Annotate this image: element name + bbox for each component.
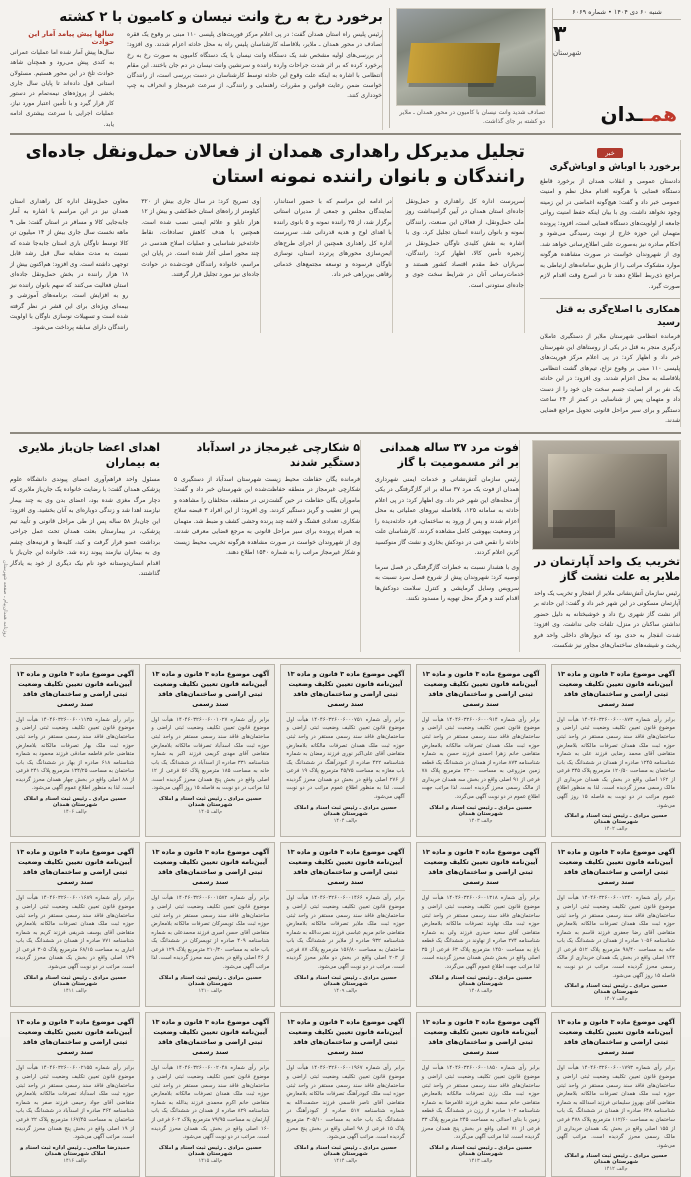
legal-notice-title: آگهی موضوع ماده ۳ قانون و ماده ۱۳ آیین‌نامه قانون تعیین تکلیف وضعیت ثبتی اراضی و ساختمان‌های فاقد سند رسمی — [151, 669, 269, 713]
legal-notices-row — [10, 664, 681, 838]
legal-notice-title: آگهی موضوع ماده ۳ قانون و ماده ۱۳ آیین‌نامه قانون تعیین تکلیف وضعیت ثبتی اراضی و ساختمان‌های فاقد سند رسمی — [422, 1017, 540, 1061]
legal-notice-title: آگهی موضوع ماده ۳ قانون و ماده ۱۳ آیین‌نامه قانون تعیین تکلیف وضعیت ثبتی اراضی و ساختمان‌های فاقد سند رسمی — [16, 847, 134, 891]
legal-notice — [10, 664, 140, 838]
legal-notice-signature: حسین مرادی ـ رئیس ثبت اسناد و املاک شهرستان همدان — [158, 974, 262, 987]
legal-notice — [280, 842, 410, 1007]
legal-notice-body: برابر رأی شماره ۱۴۰۴۶۰۳۲۶۰۰۶۰۰۱۰۲۷ هیأت اول موضوع قانون تعیین تکلیف وضعیت ثبتی اراضی و ساختمان‌های فاقد سند رسمی مستقر در واحد ثبتی حوزه ثبت ملک اسدآباد تصرفات مالکانه بلامعارض متقاضی آقای مهدی کریمی فرزند اکبر به شماره شناسنامه ۳۳۱ صادره از اسدآباد در ششدانگ یک باب خانه به مساحت ۱۸۵ مترمربع پلاک ۵۶ فرعی از ۱۲ اصلی واقع در بخش پنج همدان محرز گردیده است. لذا مراتب در دو نوبت به فاصله ۱۵ روز آگهی می‌شود. — [151, 716, 270, 792]
legal-notice-title: آگهی موضوع ماده ۳ قانون و ماده ۱۳ آیین‌نامه قانون تعیین تکلیف وضعیت ثبتی اراضی و ساختمان‌های فاقد سند رسمی — [286, 847, 404, 891]
legal-notice-signature: حمیدرضا صالحی ـ رئیس اداره ثبت اسناد و املاک شهرستان همدان — [20, 1144, 131, 1157]
organ-story-body: مسئول واحد فراهم‌آوری اعضای پیوندی دانشگاه علوم پزشکی همدان گفت: با رضایت خانواده یک جان‌باز ملایری که دچار مرگ مغزی شده بود، اعضای بدن وی به چند بیمار نیازمند اهدا شد و زندگی دوباره‌ای به آنان بخشید. وی افزود: این جان‌باز ۵۸ ساله پس از طی مراحل قانونی و تأیید تیم پزشکی، در بیمارستان بعثت همدان تحت عمل جراحی برداشت عضو قرار گرفت و کبد، کلیه‌ها و قرنیه‌های چشم وی به بیماران نیازمند پیوند زده شد. خانواده این جان‌باز با اقدام انسان‌دوستانه خود نام نیک دیگری از خود به یادگار گذاشتند. — [10, 475, 161, 578]
apartment-story-body: رئیس سازمان آتش‌نشانی ملایر از انفجار و تخریب یک واحد آپارتمان مسکونی در این شهر خبر داد و گفت: این حادثه بر اثر نشت گاز شهری رخ داد و خوشبختانه به دلیل حضور نداشتن ساکنان در منزل، تلفات جانی نداشت. وی افزود: شدت انفجار به حدی بود که دیوارهای داخلی واحد فرو ریخت و شیشه‌های ساختمان‌های مجاور نیز شکست. — [534, 589, 680, 650]
legal-notice-signature: حسین مرادی ـ رئیس ثبت اسناد و املاک شهرستان همدان — [429, 974, 533, 987]
legal-notice-code: م‌الف ۱۴۰۳ — [468, 817, 493, 824]
legal-notice-body: برابر رأی شماره ۱۴۰۴۶۰۳۲۶۰۰۶۰۰۱۶۸۹ هیأت اول موضوع قانون تعیین تکلیف وضعیت ثبتی اراضی و ساختمان‌های فاقد سند رسمی مستقر در واحد ثبتی حوزه ثبت ملک همدان تصرفات مالکانه بلامعارض متقاضی آقای یوسف شریفی فرزند کریم به شماره شناسنامه ۷۷۱ صادره از همدان در ششدانگ یک باب انباری به مساحت ۶۸/۱۵ مترمربع پلاک ۳۰۵ فرعی از ۱۳۹ اصلی واقع در بخش یک همدان محرز گردیده است. مراتب در دو نوبت آگهی می‌شود. — [15, 895, 135, 971]
masthead-divider — [10, 133, 681, 135]
legal-notice-code: م‌الف ۱۴۰۲ — [604, 826, 628, 833]
legal-notice-signature: حسین مرادی ـ رئیس ثبت اسناد و املاک شهرستان همدان — [293, 804, 397, 817]
main-story-col-2: در ادامه این مراسم که با حضور استاندار، نمایندگان مجلس و جمعی از مدیران استانی برگزار شد، از ۲۵ راننده نمونه و ۵ بانوی راننده با اهدای لوح و هدیه قدردانی شد. سرپرست اداره کل راهداری همچنین از اجرای طرح‌های ایمن‌سازی محورهای پرتردد استان، نوسازی ناوگان فرسوده و توسعه مجتمع‌های خدماتی رفاهی بین‌راهی خبر داد. — [273, 197, 392, 279]
main-headline: تجلیل مدیرکل راهداری همدان از فعالان حمل‌ونقل جاده‌ای رانندگان و بانوان راننده نمونه استان — [25, 142, 525, 188]
legal-notice-title: آگهی موضوع ماده ۳ قانون و ماده ۱۳ آیین‌نامه قانون تعیین تکلیف وضعیت ثبتی اراضی و ساختمان‌های فاقد سند رسمی — [16, 669, 134, 713]
legal-notice-code: م‌الف ۱۴۰۸ — [468, 987, 493, 994]
legal-notice-code: م‌الف ۱۴۱۶ — [63, 1157, 87, 1164]
legal-notice-code: م‌الف ۱۴۰۷ — [604, 996, 628, 1003]
legal-notice — [280, 664, 410, 838]
gas-story-body: رئیس سازمان آتش‌نشانی و خدمات ایمنی شهرداری همدان از فوت یک مرد ۳۷ ساله بر اثر گازگرفتگی در یکی از محله‌های این شهر خبر داد. وی اظهار کرد: در پی اعلام حادثه به سامانه ۱۲۵، بلافاصله نیروهای عملیاتی به محل اعزام شدند و پس از ورود به ساختمان، فرد حادثه‌دیده را در وضعیت بیهوشی کامل مشاهده کردند. کارشناسان علت حادثه را نقص فنی در دودکش بخاری و نشت گاز منوکسید کربن اعلام کردند. — [375, 475, 519, 557]
legal-notice-code: م‌الف ۱۴۱۲ — [604, 1166, 628, 1173]
legal-notice-body: برابر رأی شماره ۱۴۰۴۶۰۳۲۶۰۰۶۰۰۲۰۴۸ هیأت اول موضوع قانون تعیین تکلیف وضعیت ثبتی اراضی و ساختمان‌های فاقد سند رسمی مستقر در واحد ثبتی حوزه ثبت ملک همدان تصرفات مالکانه بلامعارض متقاضی خانم اکرم محمدی فرزند یدالله به شماره شناسنامه ۸۲۹ صادره از همدان در ششدانگ یک باب آپارتمان به مساحت ۷۹/۹۵ مترمربع پلاک ۶۰۲ فرعی از ۱۶۰ اصلی واقع در بخش یک همدان محرز گردیده است. مراتب در دو نوبت آگهی می‌شود. — [151, 1065, 270, 1141]
legal-notice-body: برابر رأی شماره ۱۴۰۴۶۰۳۲۶۰۰۶۰۰۱۲۴۰ هیأت اول موضوع قانون تعیین تکلیف وضعیت ثبتی اراضی و ساختمان‌های فاقد سند رسمی مستقر در واحد ثبتی حوزه ثبت ملک همدان تصرفات مالکانه بلامعارض متقاضی آقای رضا جعفری فرزند قاسم به شماره شناسنامه ۱۰۵۶ صادره از همدان در ششدانگ یک باب خانه به مساحت ۹۸/۴۰ مترمربع پلاک ۵۱۲ فرعی از ۱۴۴ اصلی واقع در بخش یک همدان خریداری از مالک رسمی محرز گردیده است. مراتب در دو نوبت به فاصله ۱۵ روز آگهی می‌شود. — [556, 895, 675, 979]
legal-notice-signature: حسین مرادی ـ رئیس ثبت اسناد و املاک شهرستان همدان — [429, 1144, 533, 1157]
lead-story — [10, 8, 390, 128]
lead-photo-block — [396, 8, 546, 128]
band-main-story — [10, 140, 681, 427]
page-number: ۳ — [553, 22, 567, 47]
lead-story-headline: برخورد رخ به رخ وانت نیسان و کامیون با ۲ کشته — [59, 9, 383, 25]
masthead — [10, 8, 681, 128]
main-story-col-4: معاون حمل‌ونقل اداره کل راهداری استان همدان نیز در این مراسم با اشاره به آمار جابه‌جایی کالا و مسافر در استان گفت: طی ۹ ماهه نخست سال جاری بیش از ۱۴ میلیون تن کالا توسط ناوگان باری استان جابه‌جا شده که نسبت به مدت مشابه سال قبل رشد قابل توجهی داشته است. وی افزود: هم‌اکنون بیش از ۱۸ هزار راننده در بخش حمل‌ونقل جاده‌ای استان فعالیت می‌کنند که سهم بانوان راننده نیز رو به افزایش است. برنامه‌های آموزشی و بیمه‌ای ویژه‌ای برای این قشر در نظر گرفته شده است و تسهیلات نوسازی ناوگان با اولویت رانندگان دارای سابقه پرداخت می‌شود. — [10, 197, 129, 331]
legal-notice-body: برابر رأی شماره ۱۴۰۴۶۰۳۲۶۰۰۶۰۰۱۳۱۸ هیأت اول موضوع قانون تعیین تکلیف وضعیت ثبتی اراضی و ساختمان‌های فاقد سند رسمی مستقر در واحد ثبتی حوزه ثبت ملک نهاوند تصرفات مالکانه بلامعارض متقاضی آقای سعید حیدری فرزند ولی به شماره شناسنامه ۲۷۴ صادره از نهاوند در ششدانگ یک قطعه باغ به مساحت ۱۴۵۰ مترمربع پلاک ۶۳ فرعی از ۳۵ اصلی واقع در بخش شش همدان محرز گردیده است. لذا مراتب جهت اطلاع عموم آگهی می‌گردد. — [421, 895, 540, 971]
legal-notice — [416, 842, 546, 1007]
legal-notice-body: برابر رأی شماره ۱۴۰۴۶۰۳۲۶۰۰۶۰۰۱۹۶۷ هیأت اول موضوع قانون تعیین تکلیف وضعیت ثبتی اراضی و ساختمان‌های فاقد سند رسمی مستقر در واحد ثبتی حوزه ثبت ملک کبودرآهنگ تصرفات مالکانه بلامعارض متقاضی آقای ناصر قاسمی فرزند حشمت‌الله به شماره شناسنامه ۵۱۷ صادره از کبودرآهنگ در ششدانگ یک باب خانه به مساحت ۳۰۵/۱۰ مترمربع پلاک ۱۵ فرعی از ۹۸ اصلی واقع در بخش پنج محرز گردیده است. مراتب آگهی می‌شود. — [286, 1065, 405, 1141]
legal-notice-code: م‌الف ۱۴۰۶ — [63, 809, 87, 816]
hunters-story-body: فرمانده یگان حفاظت محیط زیست شهرستان اسدآباد از دستگیری ۵ شکارچی غیرمجاز در منطقه حفاظت‌شده این شهرستان خبر داد و گفت: ماموران یگان حفاظت در حین گشت‌زنی در منطقه، متخلفان را مشاهده و پس از تعقیب و گریز دستگیر کردند. وی افزود: از این افراد ۳ قبضه سلاح شکاری، تعدادی فشنگ و لاشه چند پرنده وحشی کشف و ضبط شد. متهمان به همراه پرونده برای سیر مراحل قانونی به مرجع قضایی معرفی شدند. وی از شهروندان خواست در صورت مشاهده هرگونه تخریب محیط زیست و شکار غیرمجاز مراتب را به شماره ۱۵۴۰ اطلاع دهند. — [174, 475, 360, 557]
legal-notice-title: آگهی موضوع ماده ۳ قانون و ماده ۱۳ آیین‌نامه قانون تعیین تکلیف وضعیت ثبتی اراضی و ساختمان‌های فاقد سند رسمی — [151, 1017, 269, 1061]
legal-notice-body: برابر رأی شماره ۱۴۰۴۶۰۳۲۶۰۰۶۰۰۰۹۱۴ هیأت اول موضوع قانون تعیین تکلیف وضعیت ثبتی اراضی و ساختمان‌های فاقد سند رسمی مستقر در واحد ثبتی حوزه ثبت ملک همدان تصرفات مالکانه بلامعارض متقاضی خانم زهرا احمدی فرزند حسن به شماره شناسنامه ۸۷۳ صادره از همدان در ششدانگ یک قطعه زمین مزروعی به مساحت ۲۳۰۰ مترمربع پلاک ۷۸ فرعی از ۹۱ اصلی واقع در بخش سه همدان خریداری از مالک رسمی محرز گردیده است. لذا مراتب جهت اطلاع عموم در دو نوبت آگهی می‌گردد. — [421, 716, 540, 801]
legal-notice-body: برابر رأی شماره ۱۴۰۴۶۰۳۲۶۰۰۶۰۰۱۱۳۵ هیأت اول موضوع قانون تعیین تکلیف وضعیت ثبتی اراضی و ساختمان‌های فاقد سند رسمی مستقر در واحد ثبتی حوزه ثبت ملک بهار تصرفات مالکانه بلامعارض متقاضی خانم فاطمه صادقی فرزند محمود به شماره شناسنامه ۶۱۸ صادره از بهار در ششدانگ یک باب ساختمان به مساحت ۱۳۴/۲۵ مترمربع پلاک ۲۴۱ فرعی از ۸۸ اصلی واقع در بخش چهار همدان محرز گردیده است. لذا به منظور اطلاع عموم آگهی می‌شود. — [15, 716, 135, 792]
legal-notice-code: م‌الف ۱۴۱۴ — [333, 1157, 358, 1164]
legal-notice-title: آگهی موضوع ماده ۳ قانون و ماده ۱۳ آیین‌نامه قانون تعیین تکلیف وضعیت ثبتی اراضی و ساختمان‌های فاقد سند رسمی — [286, 669, 404, 713]
legal-notice-body: برابر رأی شماره ۱۴۰۴۶۰۳۲۶۰۰۶۰۰۲۱۵۵ هیأت اول موضوع قانون تعیین تکلیف وضعیت ثبتی اراضی و ساختمان‌های فاقد سند رسمی مستقر در واحد ثبتی حوزه ثبت ملک اسدآباد تصرفات مالکانه بلامعارض متقاضی آقای جواد رحیمی فرزند صفر به شماره شناسنامه ۳۶۴ صادره از اسدآباد در ششدانگ یک باب ساختمان به مساحت ۱۶۷/۴۵ مترمربع پلاک ۲۲ فرعی از ۱۹ اصلی واقع در بخش پنج همدان محرز گردیده است. مراتب آگهی می‌شود. — [15, 1065, 135, 1141]
legal-notice-code: م‌الف ۱۴۱۱ — [63, 987, 87, 994]
legal-notice-title: آگهی موضوع ماده ۳ قانون و ماده ۱۳ آیین‌نامه قانون تعیین تکلیف وضعیت ثبتی اراضی و ساختمان‌های فاقد سند رسمی — [422, 669, 540, 713]
legal-notice-code: م‌الف ۱۴۰۴ — [333, 817, 358, 824]
paper-logo — [601, 102, 677, 126]
sidebar-item-2-title: همکاری با اصلاح‌گری به قتل رسید — [555, 305, 680, 328]
section-label: شهرستان — [553, 49, 582, 57]
legal-notice-body: برابر رأی شماره ۱۴۰۴۶۰۳۲۶۰۰۶۰۰۰۸۷۳ هیأت اول موضوع قانون تعیین تکلیف وضعیت ثبتی اراضی و ساختمان‌های فاقد سند رسمی مستقر در واحد ثبتی حوزه ثبت ملک همدان تصرفات مالکانه بلامعارض متقاضی آقای محمد رضایی فرزند علی به شماره شناسنامه ۱۲۴۵ صادره از همدان در ششدانگ یک باب ساختمان به مساحت ۱۲۰/۵۰ مترمربع پلاک ۳۴۵ فرعی از ۱۶۲ اصلی واقع در بخش یک همدان خریداری از مالک رسمی محرز گردیده است. لذا به منظور اطلاع عموم مراتب در دو نوبت به فاصله ۱۵ روز آگهی می‌شود. — [556, 716, 676, 809]
sidebar-divider — [540, 298, 680, 299]
legal-notice-signature: حسین مرادی ـ رئیس ثبت اسناد و املاک شهرستان همدان — [293, 1144, 397, 1157]
legal-notice-signature: حسین مرادی ـ رئیس ثبت اسناد و املاک شهرستان همدان — [158, 1144, 262, 1157]
legal-notice — [551, 664, 681, 838]
legal-notice-signature: حسین مرادی ـ رئیس ثبت اسناد و املاک شهرستان همدان — [158, 796, 262, 809]
apartment-story-title: تخریب یک واحد آپارتمان در ملایر به علت نشت گاز — [534, 554, 680, 584]
legal-notices-section — [10, 658, 681, 1177]
masthead-logo-block — [552, 8, 681, 128]
legal-notices-row — [10, 842, 681, 1007]
legal-notice-signature: حسین مرادی ـ رئیس ثبت اسناد و املاک شهرستان همدان — [564, 983, 668, 996]
legal-notice — [10, 842, 140, 1007]
page-spine-note: روزنامه همدان‌پیام ـ صفحه شهرستان — [2, 560, 8, 637]
sidebar-tag: خبر — [597, 148, 623, 158]
legal-notice-body: برابر رأی شماره ۱۴۰۴۶۰۳۲۶۰۰۶۰۰۱۵۷۲ هیأت اول موضوع قانون تعیین تکلیف وضعیت ثبتی اراضی و ساختمان‌های فاقد سند رسمی مستقر در واحد ثبتی حوزه ثبت ملک تویسرکان تصرفات مالکانه بلامعارض متقاضی آقای حسن امیری فرزند محمدعلی به شماره شناسنامه ۴۰۹ صادره از تویسرکان در ششدانگ یک باب خانه به مساحت ۲۱۰/۳۰ مترمربع پلاک ۱۲۹ فرعی از ۴۶ اصلی واقع در بخش سه محرز گردیده است. لذا مراتب آگهی می‌شود. — [151, 895, 270, 971]
legal-notice-title: آگهی موضوع ماده ۳ قانون و ماده ۱۳ آیین‌نامه قانون تعیین تکلیف وضعیت ثبتی اراضی و ساختمان‌های فاقد سند رسمی — [557, 847, 675, 891]
legal-notice-title: آگهی موضوع ماده ۳ قانون و ماده ۱۳ آیین‌نامه قانون تعیین تکلیف وضعیت ثبتی اراضی و ساختمان‌های فاقد سند رسمی — [422, 847, 540, 891]
lead-photo-caption: تصادف شدید وانت نیسان با کامیون در محور همدان ـ ملایر دو کشته بر جای گذاشت. — [399, 109, 545, 125]
organ-donation-column — [10, 440, 160, 652]
band1-divider — [10, 432, 681, 434]
lead-story-body: رئیس پلیس راه استان همدان گفت: در پی اعلام مرکز فوریت‌های پلیسی ۱۱۰ مبنی بر وقوع یک فقره تصادف در محور همدان ـ ملایر، بلافاصله کارشناسان پلیس راه به محل حادثه اعزام شدند. وی افزود: در بررسی‌های اولیه مشخص شد یک دستگاه وانت نیسان با یک دستگاه کامیون به صورت رخ به رخ برخورد کرده که بر اثر شدت جراحات وارده راننده و سرنشین وانت نیسان در دم جان باختند. این مقام انتظامی با اشاره به اینکه علت وقوع این حادثه توسط کارشناسان در دست بررسی است، از رانندگان خواست ضمن رعایت قوانین و مقررات راهنمایی و رانندگی، از سرعت غیرمجاز و انحراف به چپ خودداری کنند. — [121, 30, 383, 130]
legal-notice-signature: حسین مرادی ـ رئیس ثبت اسناد و املاک شهرستان همدان — [564, 813, 668, 826]
legal-notice-title: آگهی موضوع ماده ۳ قانون و ماده ۱۳ آیین‌نامه قانون تعیین تکلیف وضعیت ثبتی اراضی و ساختمان‌های فاقد سند رسمی — [16, 1017, 134, 1061]
hunters-story-column — [168, 440, 361, 652]
legal-notice-signature: حسین مرادی ـ رئیس ثبت اسناد و املاک شهرستان همدان — [564, 1153, 668, 1166]
legal-notice — [145, 842, 275, 1007]
legal-notice-code: م‌الف ۱۴۱۰ — [198, 987, 223, 994]
gas-story-body-2: وی با هشدار نسبت به خطرات گازگرفتگی در فصل سرما توصیه کرد: شهروندان پیش از شروع فصل سرد نسبت به سرویس وسایل گرمایشی و کنترل سلامت دودکش‌ها اقدام کنند و هرگز محل تهویه را مسدود نکنند. — [375, 563, 519, 603]
legal-notice-title: آگهی موضوع ماده ۳ قانون و ماده ۱۳ آیین‌نامه قانون تعیین تکلیف وضعیت ثبتی اراضی و ساختمان‌های فاقد سند رسمی — [151, 847, 269, 891]
main-story-block — [10, 140, 525, 427]
legal-notice-code: م‌الف ۱۴۰۹ — [333, 987, 358, 994]
lead-side-kicker: سالها پیش پیامد آمار این حوادث — [28, 30, 114, 47]
legal-notice — [551, 842, 681, 1007]
band-secondary-stories — [10, 440, 681, 652]
legal-notice-body: برابر رأی شماره ۱۴۰۴۶۰۳۲۶۰۰۶۰۰۱۷۹۳ هیأت اول موضوع قانون تعیین تکلیف وضعیت ثبتی اراضی و ساختمان‌های فاقد سند رسمی مستقر در واحد ثبتی حوزه ثبت ملک همدان تصرفات مالکانه بلامعارض متقاضی آقای بهروز سلیمانی فرزند اسدالله به شماره شناسنامه ۶۴۸ صادره از همدان در ششدانگ یک باب ساختمان به مساحت ۱۱۲/۶۰ مترمربع پلاک ۴۷۸ فرعی از ۱۵۵ اصلی واقع در بخش یک همدان خریداری از مالک رسمی محرز گردیده است. مراتب آگهی می‌شود. — [556, 1065, 676, 1149]
sidebar-item-2 — [540, 304, 680, 427]
legal-notice — [145, 664, 275, 838]
apartment-damage-photo — [532, 440, 680, 550]
legal-notice-signature: حسین مرادی ـ رئیس ثبت اسناد و املاک شهرستان همدان — [23, 974, 127, 987]
organ-story-title: اهدای اعضا جان‌باز ملایری به بیماران — [18, 440, 160, 470]
hunters-story-title: ۵ شکارچی غیرمجاز در اسدآباد دستگیر شدند — [196, 440, 360, 470]
legal-notice-title: آگهی موضوع ماده ۳ قانون و ماده ۱۳ آیین‌نامه قانون تعیین تکلیف وضعیت ثبتی اراضی و ساختمان‌های فاقد سند رسمی — [557, 669, 675, 713]
legal-notice-signature: حسین مرادی ـ رئیس ثبت اسناد و املاک شهرستان همدان — [429, 804, 533, 817]
sidebar-item-1-body: دادستان عمومی و انقلاب همدان از برخورد قاطع دستگاه قضایی با هرگونه اقدام مخل نظم و امنیت عمومی خبر داد و گفت: هیچ‌گونه اغماضی در این زمینه وجود نخواهد داشت. وی با بیان اینکه حفظ امنیت روانی جامعه از اولویت‌های دستگاه قضایی است، افزود: پرونده متهمان این حوزه خارج از نوبت رسیدگی می‌شود و احکام صادره نیز به‌صورت علنی اطلاع‌رسانی خواهد شد. وی از شهروندان خواست در صورت مشاهده هرگونه موارد مشکوک مراتب را از طریق سامانه‌های ارتباطی به مراجع ذی‌ربط اطلاع دهند تا در اسرع وقت اقدام لازم صورت گیرد. — [540, 177, 680, 290]
gas-story-column — [369, 440, 520, 652]
main-story-col-3: وی تصریح کرد: در سال جاری بیش از ۳۲۰ کیلومتر از راه‌های استان خط‌کشی و بیش از ۱۲ هزار تابلو و علائم ایمنی نصب شده است. همچنین با هدف کاهش تصادفات، نقاط حادثه‌خیز شناسایی و عملیات اصلاح هندسی در چند محور اصلی آغاز شده است. در پایان این مراسم، خانواده رانندگان فوت‌شده در حوادث جاده‌ای نیز مورد تجلیل قرار گرفتند. — [141, 197, 260, 279]
sidebar-news-column — [533, 140, 681, 427]
main-story-col-1: سرپرست اداره کل راهداری و حمل‌ونقل جاده‌ای استان همدان در آیین گرامیداشت روز ملی حمل‌ونقل، از فعالان این صنعت، رانندگان نمونه و بانوان راننده استان تجلیل کرد. وی با اشاره به نقش کلیدی ناوگان حمل‌ونقل در زنجیره تأمین کالا، اظهار کرد: رانندگان، سربازان خط مقدم اقتصاد کشور هستند و خدمات‌رسانی آنان در شرایط سخت جوی و جاده‌ای ستودنی است. — [405, 197, 524, 289]
legal-notice — [416, 664, 546, 838]
sidebar-item-1 — [540, 161, 680, 292]
sidebar-item-2-body: فرمانده انتظامی شهرستان ملایر از دستگیری عاملان درگیری منجر به قتل در یکی از روستاهای این شهرستان خبر داد و اظهار کرد: در پی اعلام مرکز فوریت‌های پلیسی ۱۱۰ مبنی بر وقوع نزاع، تیم‌های گشت انتظامی بلافاصله به محل اعزام شدند. وی افزود: در این حادثه یک نفر بر اثر اصابت جسم سخت جان خود را از دست داد و متهمان پس از شناسایی در کمتر از ۲۴ ساعت دستگیر و برای سیر مراحل قانونی تحویل مراجع قضایی شدند. — [540, 333, 681, 425]
legal-notice-body: برابر رأی شماره ۱۴۰۴۶۰۳۲۶۰۰۶۰۰۰۷۵۱ هیأت اول موضوع قانون تعیین تکلیف وضعیت ثبتی اراضی و ساختمان‌های فاقد سند رسمی مستقر در واحد ثبتی حوزه ثبت ملک همدان تصرفات مالکانه بلامعارض متقاضی آقای علی‌اکبر نوری فرزند رمضان به شماره شناسنامه ۴۲۲ صادره از کبودرآهنگ در ششدانگ یک باب مغازه به مساحت ۴۵/۷۵ مترمربع پلاک ۱۹ فرعی از ۲۷۶ اصلی واقع در بخش دو همدان محرز گردیده است. لذا به منظور اطلاع عموم مراتب در دو نوبت آگهی می‌شود. — [286, 716, 405, 801]
issue-date: شنبه ۶۰ دی ۱۴۰۴ • شماره ۶۰۶۹ — [553, 8, 681, 20]
legal-notice-code: م‌الف ۱۴۱۳ — [468, 1157, 493, 1164]
legal-notice-signature: حسین مرادی ـ رئیس ثبت اسناد و املاک شهرستان همدان — [293, 974, 397, 987]
legal-notice-title: آگهی موضوع ماده ۳ قانون و ماده ۱۳ آیین‌نامه قانون تعیین تکلیف وضعیت ثبتی اراضی و ساختمان‌های فاقد سند رسمی — [286, 1017, 404, 1061]
lead-side-body: سال‌ها پیش آمار شده اما عملیات عمرانی به کندی پیش می‌رود و همچنان شاهد حوادث تلخ در این محور هستیم. مسئولان استانی قول داده‌اند تا پایان سال جاری بخشی از پروژه‌های نیمه‌تمام در دستور کار قرار گیرد و با تأمین اعتبار مورد نیاز، عملیات اجرایی با سرعت بیشتری ادامه یابد. — [10, 49, 114, 128]
paper-logo-secondary: ـدان — [600, 102, 643, 126]
lead-photo-image — [396, 8, 546, 106]
paper-logo-primary: همـ — [642, 102, 677, 126]
legal-notice-title: آگهی موضوع ماده ۳ قانون و ماده ۱۳ آیین‌نامه قانون تعیین تکلیف وضعیت ثبتی اراضی و ساختمان‌های فاقد سند رسمی — [557, 1017, 675, 1061]
gas-story-title: فوت مرد ۳۷ ساله همدانی بر اثر مسمومیت با گاز — [379, 440, 519, 470]
legal-notice-body: برابر رأی شماره ۱۴۰۴۶۰۳۲۶۰۰۶۰۰۱۴۶۶ هیأت اول موضوع قانون تعیین تکلیف وضعیت ثبتی اراضی و ساختمان‌های فاقد سند رسمی مستقر در واحد ثبتی حوزه ثبت ملک ملایر تصرفات مالکانه بلامعارض متقاضی خانم مریم عباسی فرزند نصرت‌الله به شماره شناسنامه ۹۳۲ صادره از ملایر در ششدانگ یک باب ساختمان به مساحت ۱۵۶/۸۰ مترمربع پلاک ۸۷ فرعی از ۲۰۳ اصلی واقع در بخش دو ملایر محرز گردیده است. مراتب در دو نوبت آگهی می‌شود. — [286, 895, 405, 971]
sidebar-item-1-title: برخورد با اوباش و اوباش‌گری — [549, 162, 680, 172]
story-photo-column — [528, 440, 681, 652]
legal-notice-code: م‌الف ۱۴۰۵ — [198, 809, 223, 816]
legal-notice-code: م‌الف ۱۴۱۵ — [198, 1157, 223, 1164]
legal-notice-body: برابر رأی شماره ۱۴۰۴۶۰۳۲۶۰۰۶۰۰۱۸۵۰ هیأت اول موضوع قانون تعیین تکلیف وضعیت ثبتی اراضی و ساختمان‌های فاقد سند رسمی مستقر در واحد ثبتی حوزه ثبت ملک رزن تصرفات مالکانه بلامعارض متقاضی خانم سمیه نظری فرزند غلامرضا به شماره شناسنامه ۱۰۲ صادره از رزن در ششدانگ یک قطعه زمین با بنای احداثی به مساحت ۲۴۵ مترمربع پلاک ۳۳ فرعی از ۷۱ اصلی واقع در بخش پنج همدان محرز گردیده است. لذا مراتب آگهی می‌گردد. — [421, 1065, 540, 1141]
legal-notice-signature: حسین مرادی ـ رئیس ثبت اسناد و املاک شهرستان همدان — [23, 796, 127, 809]
